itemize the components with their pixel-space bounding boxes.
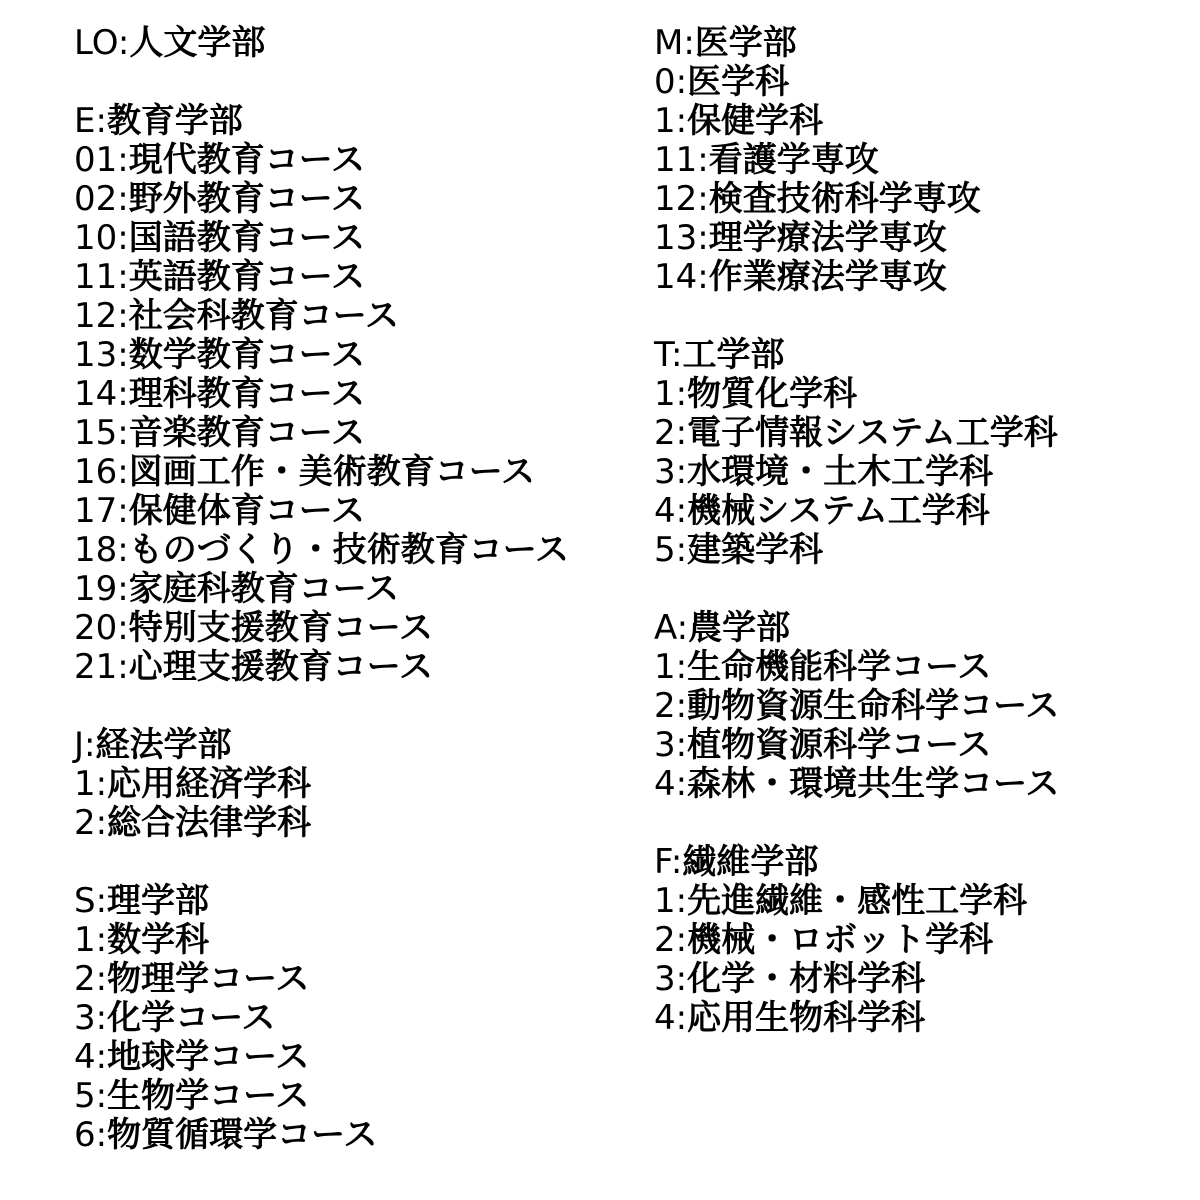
department-item bbox=[74, 570, 569, 609]
department-code: 3: bbox=[74, 998, 108, 1038]
department-item bbox=[74, 141, 569, 180]
department-item bbox=[74, 609, 569, 648]
department-item bbox=[654, 921, 1059, 960]
faculty-code: F: bbox=[654, 842, 683, 882]
department-code: 1: bbox=[74, 920, 108, 960]
department-item bbox=[654, 141, 1059, 180]
faculty-name: 工学部 bbox=[682, 335, 785, 375]
section-spacer bbox=[74, 63, 569, 102]
faculty-header bbox=[654, 609, 1059, 648]
department-code: 16: bbox=[74, 452, 129, 492]
faculty-name: 経法学部 bbox=[95, 725, 232, 765]
department-name: 保健学科 bbox=[687, 101, 824, 141]
department-code: 21: bbox=[74, 647, 129, 687]
department-item bbox=[654, 882, 1059, 921]
department-code: 4: bbox=[654, 998, 688, 1038]
department-code: 2: bbox=[74, 803, 108, 843]
faculty-code: S: bbox=[74, 881, 108, 921]
department-name: 動物資源生命科学コース bbox=[687, 686, 1060, 726]
department-item bbox=[654, 726, 1059, 765]
faculty-name: 繊維学部 bbox=[682, 842, 819, 882]
department-name: 数学教育コース bbox=[128, 335, 366, 375]
department-item bbox=[74, 1116, 569, 1155]
department-name: 現代教育コース bbox=[128, 140, 366, 180]
department-code: 01: bbox=[74, 140, 129, 180]
department-code: 3: bbox=[654, 725, 688, 765]
faculty-header bbox=[654, 843, 1059, 882]
faculty-header bbox=[654, 336, 1059, 375]
department-code: 19: bbox=[74, 569, 129, 609]
department-item bbox=[74, 258, 569, 297]
department-name: 心理支援教育コース bbox=[128, 647, 434, 687]
department-code: 13: bbox=[74, 335, 129, 375]
faculty-code: M: bbox=[654, 23, 695, 63]
department-code: 4: bbox=[654, 491, 688, 531]
left-column bbox=[74, 24, 569, 1155]
department-code: 0: bbox=[654, 62, 688, 102]
department-code: 1: bbox=[654, 881, 688, 921]
department-item bbox=[654, 258, 1059, 297]
department-code: 4: bbox=[654, 764, 688, 804]
department-name: 化学・材料学科 bbox=[687, 959, 926, 999]
department-code: 14: bbox=[654, 257, 709, 297]
department-name: 数学科 bbox=[107, 920, 210, 960]
department-name: 理学療法学専攻 bbox=[708, 218, 947, 258]
department-name: 社会科教育コース bbox=[128, 296, 400, 336]
department-item bbox=[654, 102, 1059, 141]
department-item bbox=[74, 336, 569, 375]
department-code: 3: bbox=[654, 959, 688, 999]
faculty-header bbox=[74, 102, 569, 141]
faculty-name: 理学部 bbox=[107, 881, 210, 921]
department-name: 検査技術科学専攻 bbox=[708, 179, 981, 219]
department-item bbox=[74, 492, 569, 531]
department-name: 機械・ロボット学科 bbox=[687, 920, 994, 960]
department-name: 生命機能科学コース bbox=[687, 647, 992, 687]
faculty-header bbox=[654, 24, 1059, 63]
department-name: 先進繊維・感性工学科 bbox=[687, 881, 1028, 921]
department-name: 理科教育コース bbox=[128, 374, 366, 414]
department-name: 生物学コース bbox=[107, 1076, 310, 1116]
department-item bbox=[74, 648, 569, 687]
faculty-code: LO: bbox=[74, 23, 130, 63]
faculty-header bbox=[74, 726, 569, 765]
department-name: 特別支援教育コース bbox=[128, 608, 434, 648]
department-code: 10: bbox=[74, 218, 129, 258]
department-code: 1: bbox=[654, 374, 688, 414]
section-spacer bbox=[654, 570, 1059, 609]
section-spacer bbox=[654, 297, 1059, 336]
department-item bbox=[654, 531, 1059, 570]
faculty-code: A: bbox=[654, 608, 689, 648]
department-code: 2: bbox=[654, 413, 688, 453]
department-name: 物質循環学コース bbox=[107, 1115, 378, 1155]
department-item bbox=[74, 999, 569, 1038]
department-item bbox=[74, 219, 569, 258]
department-item bbox=[654, 999, 1059, 1038]
department-item bbox=[74, 180, 569, 219]
department-name: 物質化学科 bbox=[687, 374, 858, 414]
department-item bbox=[74, 804, 569, 843]
department-name: 水環境・土木工学科 bbox=[687, 452, 994, 492]
department-name: 国語教育コース bbox=[128, 218, 366, 258]
department-name: ものづくり・技術教育コース bbox=[128, 530, 570, 570]
department-code: 5: bbox=[74, 1076, 108, 1116]
faculty-code: E: bbox=[74, 101, 107, 141]
faculty-name: 人文学部 bbox=[129, 23, 266, 63]
department-item bbox=[74, 297, 569, 336]
department-code: 3: bbox=[654, 452, 688, 492]
section-spacer bbox=[74, 687, 569, 726]
department-code: 20: bbox=[74, 608, 129, 648]
faculty-name: 教育学部 bbox=[106, 101, 243, 141]
department-code: 02: bbox=[74, 179, 129, 219]
department-item bbox=[654, 765, 1059, 804]
department-item bbox=[654, 180, 1059, 219]
department-code: 2: bbox=[74, 959, 108, 999]
department-name: 野外教育コース bbox=[128, 179, 366, 219]
department-code: 1: bbox=[74, 764, 108, 804]
department-item bbox=[74, 765, 569, 804]
department-code: 12: bbox=[74, 296, 129, 336]
department-code: 1: bbox=[654, 647, 688, 687]
department-name: 化学コース bbox=[107, 998, 276, 1038]
department-name: 作業療法学専攻 bbox=[708, 257, 947, 297]
department-name: 図画工作・美術教育コース bbox=[128, 452, 536, 492]
faculty-name: 医学部 bbox=[694, 23, 797, 63]
department-name: 森林・環境共生学コース bbox=[687, 764, 1060, 804]
department-name: 建築学科 bbox=[687, 530, 824, 570]
department-code: 11: bbox=[654, 140, 709, 180]
section-spacer bbox=[654, 804, 1059, 843]
department-name: 地球学コース bbox=[107, 1037, 310, 1077]
department-code: 15: bbox=[74, 413, 129, 453]
department-item bbox=[654, 414, 1059, 453]
department-item bbox=[74, 414, 569, 453]
department-name: 英語教育コース bbox=[128, 257, 366, 297]
department-code: 6: bbox=[74, 1115, 108, 1155]
department-item bbox=[654, 648, 1059, 687]
faculty-header bbox=[74, 24, 569, 63]
department-name: 植物資源科学コース bbox=[687, 725, 992, 765]
department-name: 看護学専攻 bbox=[708, 140, 879, 180]
department-name: 物理学コース bbox=[107, 959, 310, 999]
department-item bbox=[654, 687, 1059, 726]
department-item bbox=[74, 1038, 569, 1077]
department-item bbox=[74, 531, 569, 570]
right-column bbox=[654, 24, 1059, 1038]
department-name: 機械システム工学科 bbox=[687, 491, 990, 531]
department-code: 14: bbox=[74, 374, 129, 414]
department-item bbox=[654, 375, 1059, 414]
department-code: 11: bbox=[74, 257, 129, 297]
faculty-code: J: bbox=[74, 725, 96, 765]
department-code: 12: bbox=[654, 179, 709, 219]
department-name: 電子情報システム工学科 bbox=[687, 413, 1058, 453]
department-item bbox=[654, 453, 1059, 492]
department-code: 1: bbox=[654, 101, 688, 141]
department-code: 13: bbox=[654, 218, 709, 258]
faculty-code: T: bbox=[654, 335, 683, 375]
department-item bbox=[654, 63, 1059, 102]
department-item bbox=[654, 219, 1059, 258]
department-code: 2: bbox=[654, 686, 688, 726]
department-item bbox=[74, 453, 569, 492]
department-item bbox=[654, 492, 1059, 531]
department-item bbox=[74, 921, 569, 960]
department-name: 保健体育コース bbox=[128, 491, 366, 531]
department-name: 医学科 bbox=[687, 62, 790, 102]
department-code: 2: bbox=[654, 920, 688, 960]
department-name: 応用経済学科 bbox=[107, 764, 312, 804]
department-item bbox=[654, 960, 1059, 999]
department-name: 音楽教育コース bbox=[128, 413, 366, 453]
department-name: 家庭科教育コース bbox=[128, 569, 400, 609]
department-name: 総合法律学科 bbox=[107, 803, 312, 843]
faculty-header bbox=[74, 882, 569, 921]
department-code: 5: bbox=[654, 530, 688, 570]
faculty-name: 農学部 bbox=[688, 608, 791, 648]
department-code: 18: bbox=[74, 530, 129, 570]
section-spacer bbox=[74, 843, 569, 882]
department-name: 応用生物科学科 bbox=[687, 998, 926, 1038]
department-item bbox=[74, 1077, 569, 1116]
department-item bbox=[74, 375, 569, 414]
department-code: 17: bbox=[74, 491, 129, 531]
department-item bbox=[74, 960, 569, 999]
department-code: 4: bbox=[74, 1037, 108, 1077]
